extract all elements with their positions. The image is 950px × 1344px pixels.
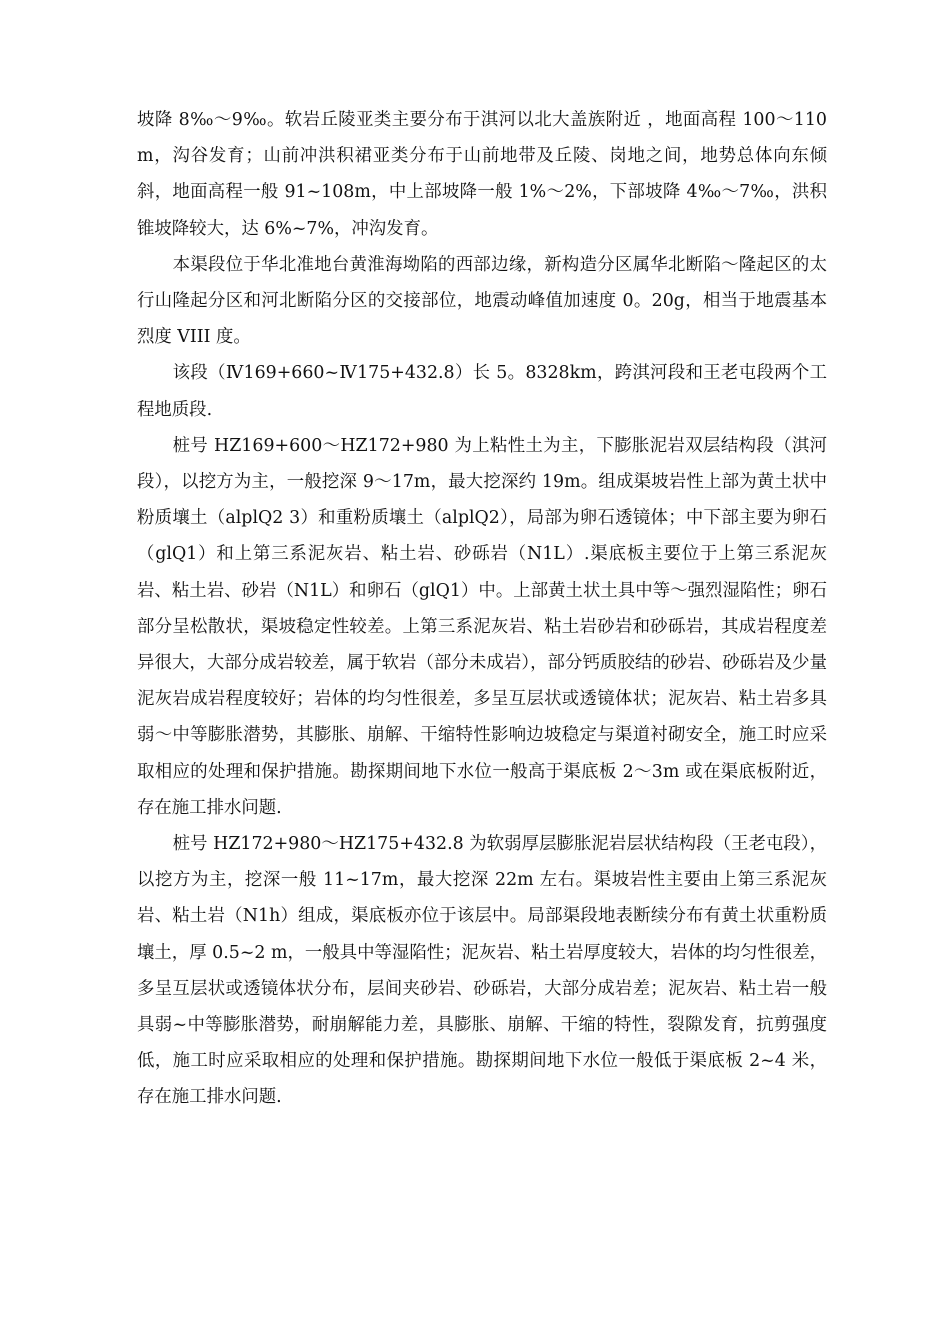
paragraph-3: 该段（Ⅳ169+660~Ⅳ175+432.8）长 5。8328km，跨淇河段和王老屯段两个工程地质段. <box>137 363 827 420</box>
paragraph-4: 桩号 HZ169+600～HZ172+980 为上粘性土为主，下膨胀泥岩双层结构段（淇河段），以挖方为主，一般挖深 9～17m，最大挖深约 19m。组成渠坡岩性上部为黄土状中粉质壤土（alplQ2 3）和重粉质壤土（alplQ2），局部为卵石透镜体；中下部主要为卵石（glQ1）和上第三系泥灰岩、粘土岩、砂砾岩（N1L）.渠底板主要位于上第三系泥灰岩、粘土岩、砂岩（N1L）和卵石（glQ1）中。上部黄土状土具中等～强烈湿陷性；卵石部分呈松散状，渠坡稳定性较差。上第三系泥灰岩、粘土岩砂岩和砂砾岩，其成岩程度差异很大，大部分成岩较差，属于软岩（部分未成岩），部分钙质胶结的砂岩、砂砾岩及少量泥灰岩成岩程度较好；岩体的均匀性很差，多呈互层状或透镜体状；泥灰岩、粘土岩多具弱～中等膨胀潜势，其膨胀、崩解、干缩特性影响边坡稳定与渠道衬砌安全，施工时应采取相应的处理和保护措施。勘探期间地下水位一般高于渠底板 2～3m 或在渠底板附近，存在施工排水问题. <box>137 435 827 818</box>
document-body <box>137 102 827 1116</box>
paragraph-2: 本渠段位于华北准地台黄淮海坳陷的西部边缘，新构造分区属华北断陷～隆起区的太行山隆起分区和河北断陷分区的交接部位，地震动峰值加速度 0。20g，相当于地震基本烈度 VIII 度。 <box>137 254 827 348</box>
paragraph-5: 桩号 HZ172+980～HZ175+432.8 为软弱厚层膨胀泥岩层状结构段（王老屯段），以挖方为主，挖深一般 11~17m，最大挖深 22m 左右。渠坡岩性主要由上第三系泥灰岩、粘土岩（N1h）组成，渠底板亦位于该层中。局部渠段地表断续分布有黄土状重粉质壤土，厚 0.5~2 m，一般具中等湿陷性；泥灰岩、粘土岩厚度较大，岩体的均匀性很差，多呈互层状或透镜体状分布，层间夹砂岩、砂砾岩，大部分成岩差；泥灰岩、粘土岩一般具弱~中等膨胀潜势，耐崩解能力差，具膨胀、崩解、干缩的特性，裂隙发育，抗剪强度低，施工时应采取相应的处理和保护措施。勘探期间地下水位一般低于渠底板 2~4 米，存在施工排水问题. <box>137 834 827 1108</box>
paragraph-1: 坡降 8‰～9‰。软岩丘陵亚类主要分布于淇河以北大盖族附近 ，地面高程 100～110m，沟谷发育；山前冲洪积裙亚类分布于山前地带及丘陵、岗地之间，地势总体向东倾斜，地面高程一般 91~108m，中上部坡降一般 1%～2%，下部坡降 4‰～7‰，洪积锥坡降较大，达 6%~7%，冲沟发育。 <box>137 110 827 239</box>
